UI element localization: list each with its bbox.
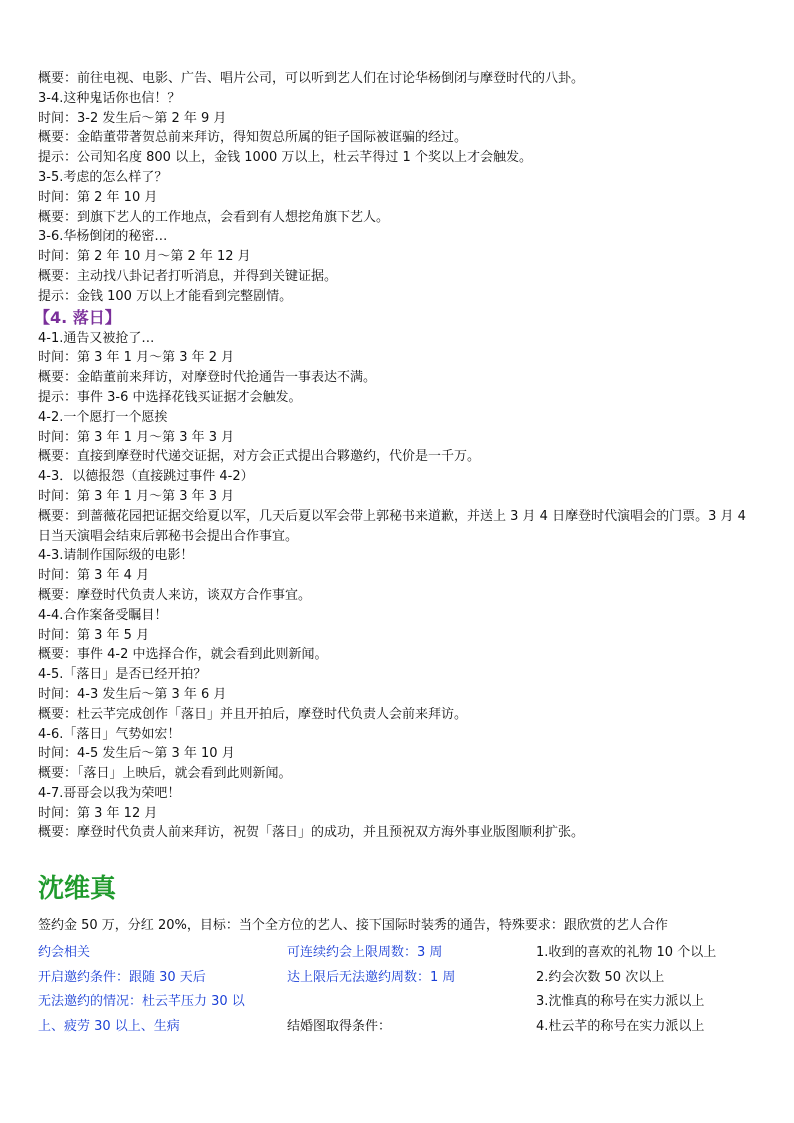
dating-limit-line [287,990,517,1015]
event-line: 4-5.「落日」是否已经开拍？ [38,667,207,683]
dating-info-line: 无法邀约的情况：杜云芊压力 30 以 [38,994,245,1009]
dating-limit-column [287,941,517,1039]
event-line: 时间：第 3 年 1 月～第 3 年 2 月 [38,350,235,366]
event-line: 概要：前往电视、电影、广告、唱片公司，可以听到艺人们在讨论华杨倒闭与摩登时代的八卦。 [38,71,585,86]
event-line: 概要：事件 4-2 中选择合作，就会看到此则新闻。 [38,647,328,663]
event-line: 4-3．以德报怨（直接跳过事件 4-2） [38,469,254,485]
event-line: 4-3.请制作国际级的电影！ [38,548,194,564]
event-line: 时间：第 3 年 4 月 [38,568,150,584]
event-line: 概要：杜云芊完成创作「落日」并且开拍后，摩登时代负责人会前来拜访。 [38,706,468,722]
event-line: 概要：到蔷薇花园把证据交给夏以军，几天后夏以军会带上郭秘书来道歉，并送上 3 月 4 日摩登时代演唱会的门票。3 月 4 日当天演唱会结束后郭秘书会提出合作事宜。 [38,508,746,544]
event-line: 3-5.考虑的怎么样了？ [38,169,168,185]
event-line: 概要：金皓董前来拜访，对摩登时代抢通告一事表达不满。 [38,370,377,386]
wedding-condition-item: 2.约会次数 50 次以上 [536,969,665,985]
wedding-conditions-column [536,941,766,1039]
event-line: 4-6.「落日」气势如宏！ [38,726,181,742]
event-line: 时间：第 3 年 1 月～第 3 年 3 月 [38,429,235,445]
event-line: 4-2.一个愿打一个愿挨 [38,409,168,425]
event-line: 时间：第 3 年 12 月 [38,805,158,821]
event-line: 概要：主动找八卦记者打听消息，并得到关键证据。 [38,268,338,284]
wedding-condition-item: 3.沈惟真的称号在实力派以上 [536,994,705,1009]
dating-info-line: 约会相关 [38,945,91,960]
section-heading: 【4. 落日】 [34,307,121,327]
event-line: 概要：摩登时代负责人前来拜访，祝贺「落日」的成功，并且预祝双方海外事业版图顺利扩张。 [38,825,585,841]
event-line: 4-7.哥哥会以我为荣吧！ [38,785,181,801]
event-line: 概要：摩登时代负责人来访，谈双方合作事宜。 [38,587,312,603]
event-line: 提示：事件 3-6 中选择花钱买证据才会触发。 [38,389,302,405]
event-line: 4-4.合作案备受瞩目！ [38,607,168,623]
event-line: 3-4.这种鬼话你也信！？ [38,90,181,106]
event-line: 时间：第 2 年 10 月～第 2 年 12 月 [38,249,251,265]
event-line: 概要：到旗下艺人的工作地点，会看到有人想挖角旗下艺人。 [38,209,390,225]
dating-limit-line: 可连续约会上限周数：3 周 [287,945,443,960]
event-line: 时间：3-2 发生后～第 2 年 9 月 [38,110,227,126]
event-list [34,69,758,843]
event-line: 时间：4-5 发生后～第 3 年 10 月 [38,746,235,762]
contract-terms: 签约金 50 万，分红 20%，目标：当个全方位的艺人、接下国际时装秀的通告，特殊要求：跟欣赏的艺人合作 [38,918,668,933]
event-line: 概要：直接到摩登时代递交证据，对方会正式提出合夥邀约，代价是一千万。 [38,449,481,465]
wedding-condition-item: 4.杜云芊的称号在实力派以上 [536,1018,705,1034]
event-line: 4-1.通告又被抢了… [38,330,155,346]
event-line: 时间：第 3 年 5 月 [38,627,150,643]
dating-info-line: 上、疲劳 30 以上、生病 [38,1018,180,1034]
dating-limit-line: 达上限后无法邀约周数：1 周 [287,969,456,985]
event-line: 时间：第 2 年 10 月 [38,189,158,205]
event-line: 时间：第 3 年 1 月～第 3 年 3 月 [38,488,235,504]
event-line: 提示：公司知名度 800 以上，金钱 1000 万以上，杜云芊得过 1 个奖以上才会触发。 [38,150,532,166]
dating-info-column [38,941,268,1039]
character-name-heading: 沈维真 [38,874,117,904]
wedding-condition-item: 1.收到的喜欢的礼物 10 个以上 [536,945,717,960]
event-line: 3-6.华杨倒闭的秘密… [38,229,168,245]
dating-info-line: 开启邀约条件：跟随 30 天后 [38,969,206,985]
event-line: 概要：金皓董带著贺总前来拜访，得知贺总所属的钜子国际被诓骗的经过。 [38,130,468,146]
wedding-condition-label: 结婚图取得条件： [287,1018,392,1034]
event-line: 概要：「落日」上映后，就会看到此则新闻。 [38,766,292,782]
event-line: 时间：4-3 发生后～第 3 年 6 月 [38,686,227,702]
event-line: 提示：金钱 100 万以上才能看到完整剧情。 [38,288,293,304]
